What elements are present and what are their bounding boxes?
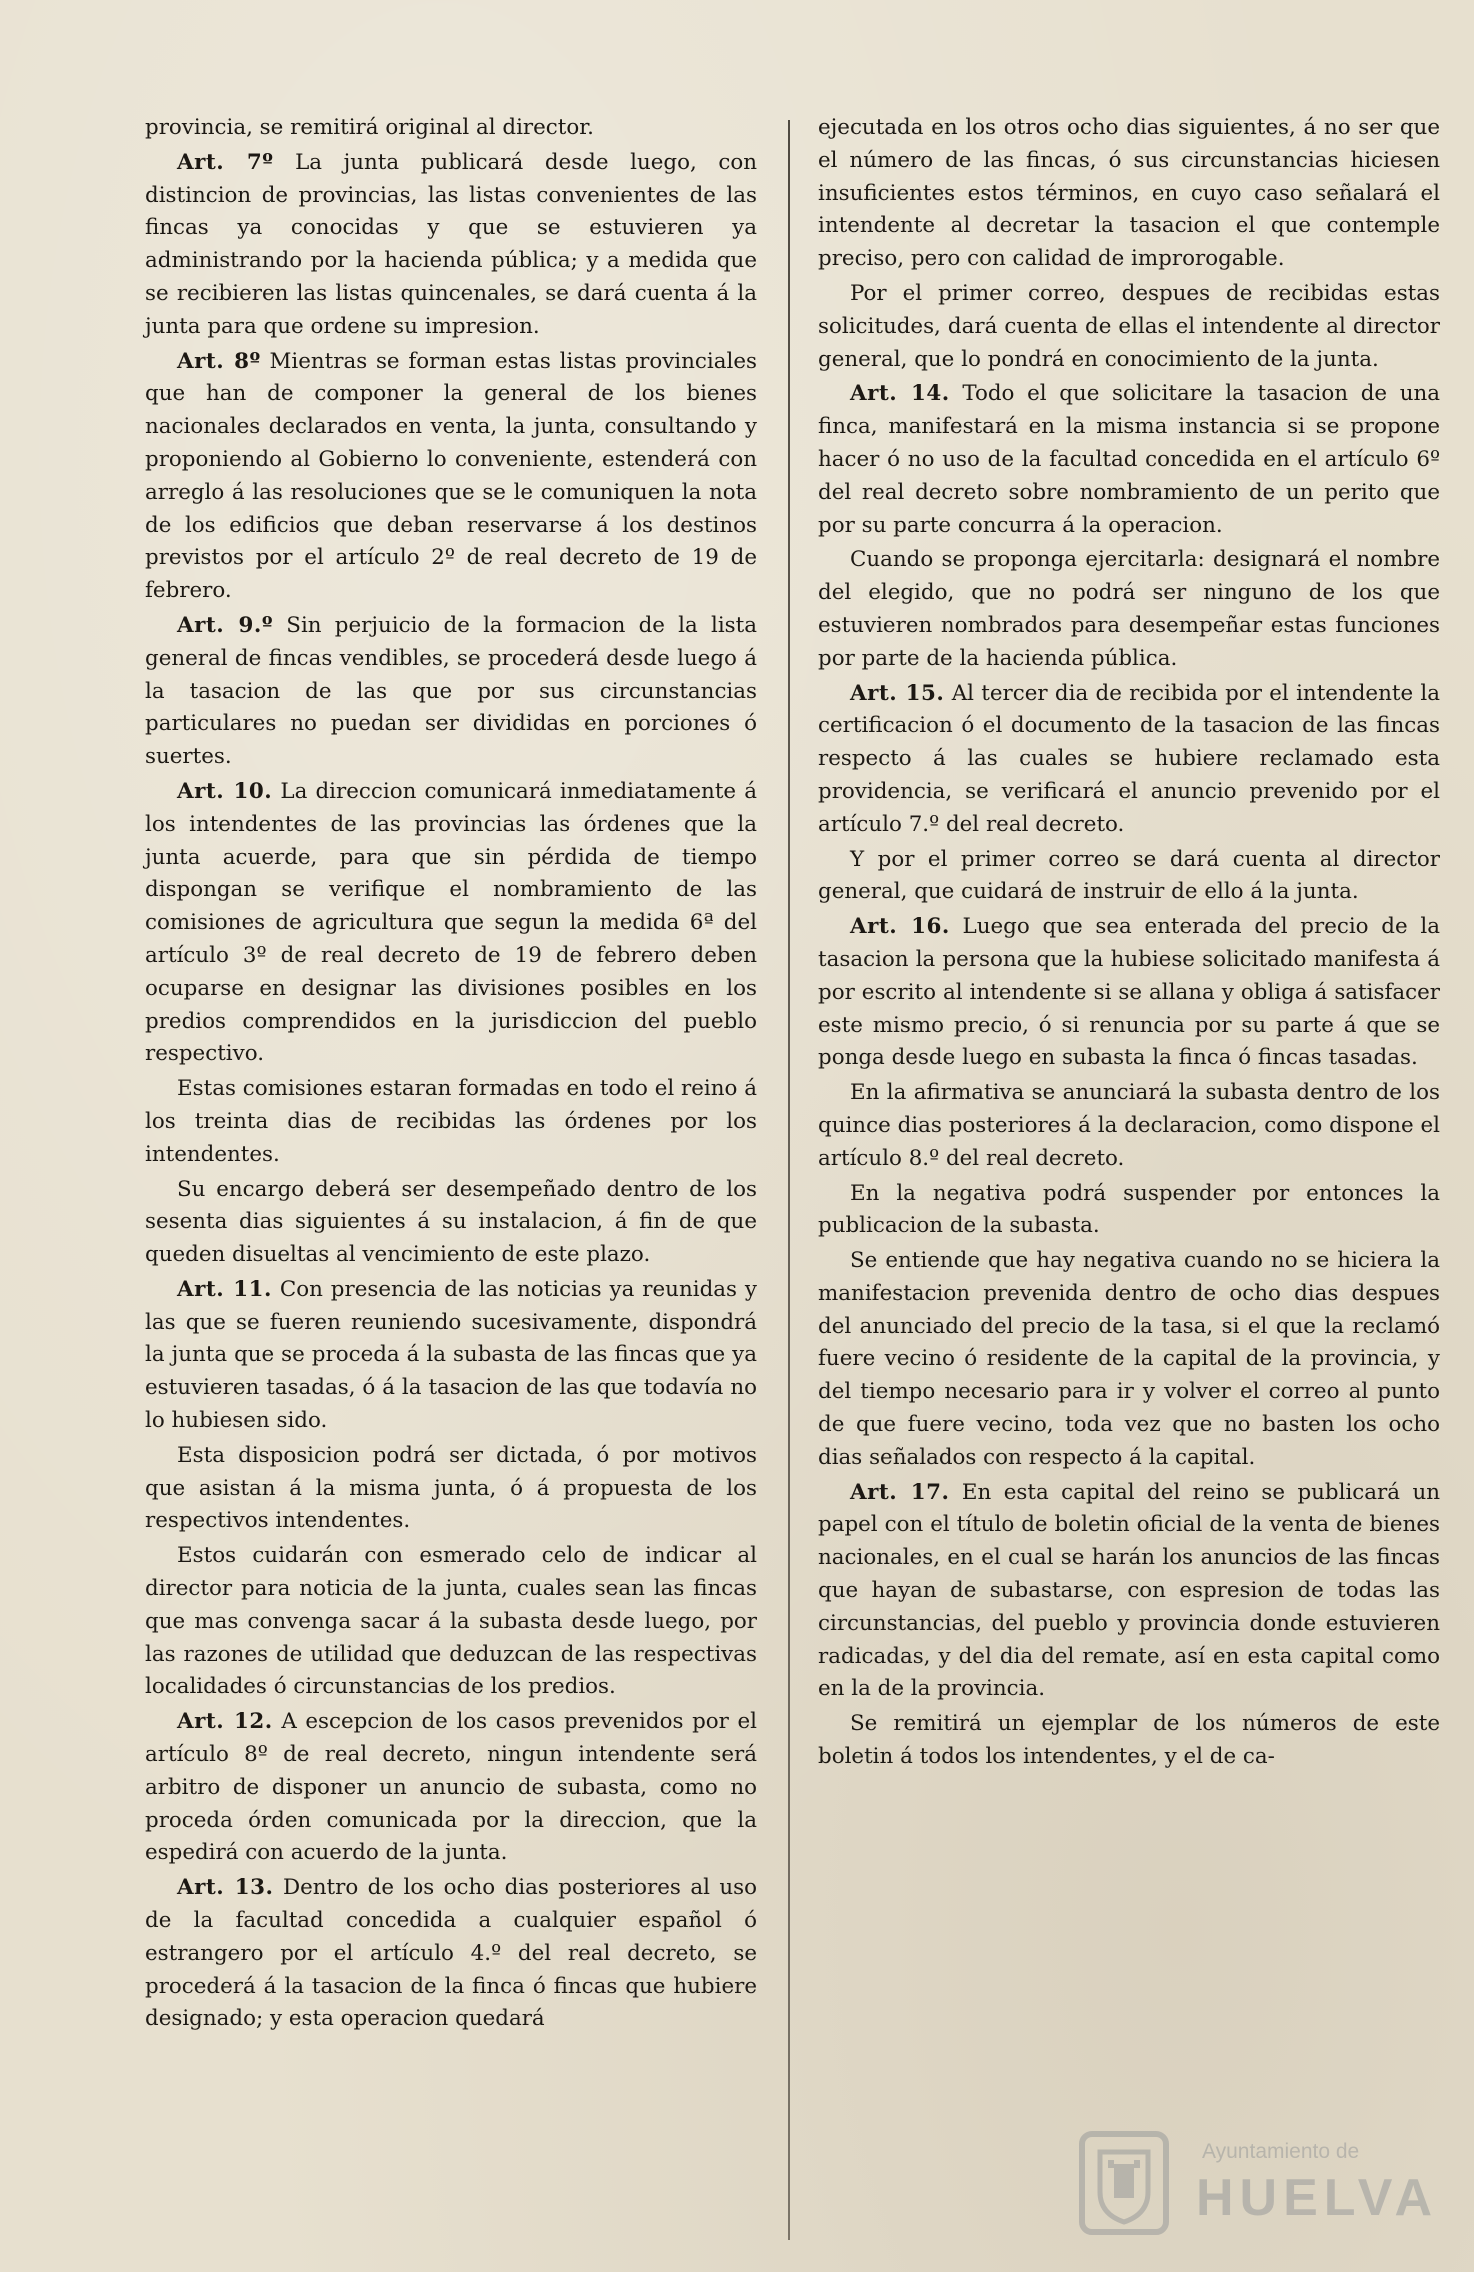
article-label: Art. 11.	[177, 1276, 272, 1302]
article-label: Art. 8º	[177, 348, 261, 374]
watermark-line1: Ayuntamiento de	[1202, 2140, 1360, 2163]
paragraph	[145, 1540, 757, 1704]
paragraph	[818, 112, 1440, 276]
paragraph-text: Sin perjuicio de la formacion de la lista general de fincas vendibles, se procederá desde luego á la tasacion de las que por sus circunstancias particulares no puedan ser divididas en porciones ó suertes.	[145, 612, 757, 770]
left-column	[145, 112, 757, 2038]
paragraph	[145, 1274, 757, 1438]
paragraph-text: Mientras se forman estas listas provinciales que han de componer la general de los bienes nacionales declarados en venta, la junta, consultando y proponiendo al Gobierno lo conveniente, estenderá con arreglo á las resoluciones que se le comuniquen la nota de los edificios que deban reservarse á los destinos previstos por el artículo 2º de real decreto de 19 de febrero.	[145, 348, 757, 604]
paragraph-text: A escepcion de los casos prevenidos por el artículo 8º de real decreto, ningun intendente será arbitro de disponer un anuncio de subasta, como no proceda órden comunicada por la direccion, que la espedirá con acuerdo de la junta.	[145, 1709, 757, 1866]
paragraph-text: Y por el primer correo se dará cuenta al director general, que cuidará de instruir de ello á la junta.	[818, 846, 1440, 905]
paragraph	[818, 278, 1440, 376]
paragraph-text: En esta capital del reino se publicará un papel con el título de boletin oficial de la venta de bienes nacionales, en el cual se harán los anuncios de las fincas que hayan de subastarse, con espresion de todas las circunstancias, del pueblo y provincia donde estuvieren radicadas, y del dia del remate, así en esta capital como en la de la provincia.	[818, 1479, 1440, 1702]
paragraph	[145, 112, 757, 145]
paragraph	[818, 544, 1440, 675]
paragraph-text: ejecutada en los otros ocho dias siguientes, á no ser que el número de las fincas, ó sus circunstancias hiciesen insuficientes estos términos, en cuyo caso señalará el intendente al decretar la tasacion el que contemple preciso, pero con calidad de improrogable.	[818, 115, 1440, 272]
watermark	[1078, 2130, 1439, 2240]
coat-of-arms-icon	[1078, 2130, 1170, 2236]
paragraph-text: Dentro de los ocho dias posteriores al uso de la facultad concedida a cualquier español ó estrangero por el artículo 4.º del real decreto, se procederá á la tasacion de la finca ó fincas que hubiere designado; y esta operacion quedará	[145, 1875, 757, 2032]
paragraph	[818, 1178, 1440, 1244]
article-label: Art. 17.	[850, 1479, 950, 1505]
paragraph-text: Luego que sea enterada del precio de la tasacion la persona que la hubiese solicitado manifesta á por escrito al intendente si se allana y obliga á satisfacer este mismo precio, ó si renuncia por su parte á que se ponga desde luego en subasta la finca ó fincas tasadas.	[818, 914, 1440, 1071]
paragraph-text: Se entiende que hay negativa cuando no se hiciera la manifestacion prevenida dentro de ocho dias despues del anunciado del precio de la tasa, si el que la reclamó fuere vecino ó residente de la capital de la provincia, y del tiempo necesario para ir y volver el correo al punto de que fuere vecino, toda vez que no basten los ocho dias señalados con respecto á la capital.	[818, 1248, 1440, 1470]
right-column	[818, 112, 1440, 1776]
paragraph-text: Estos cuidarán con esmerado celo de indicar al director para noticia de la junta, cuales sean las fincas que mas convenga sacar á la subasta desde luego, por las razones de utilidad que deduzcan de las respectivas localidades ó circunstancias de los predios.	[145, 1543, 757, 1700]
paragraph	[145, 610, 757, 774]
article-label: Art. 13.	[177, 1875, 274, 1901]
paragraph	[145, 1872, 757, 2036]
article-label: Art. 14.	[850, 381, 950, 407]
paragraph-text: provincia, se remitirá original al director.	[145, 115, 594, 140]
article-label: Art. 12.	[177, 1709, 273, 1735]
article-label: Art. 7º	[177, 149, 274, 175]
paragraph-text: Por el primer correo, despues de recibidas estas solicitudes, dará cuenta de ellas el intendente al director general, que lo pondrá en conocimiento de la junta.	[818, 280, 1440, 372]
paragraph	[818, 378, 1440, 542]
paragraph	[145, 1706, 757, 1870]
paragraph-text: Al tercer dia de recibida por el intendente la certificacion ó el documento de la tasacion de las fincas respecto á las cuales se hubiere reclamado esta providencia, se verificará el anuncio prevenido por el artículo 7.º del real decreto.	[818, 680, 1441, 837]
paragraph	[818, 911, 1440, 1075]
paragraph-text: Su encargo deberá ser desempeñado dentro de los sesenta dias siguientes á su instalacion, á fin de que queden disueltas al vencimiento de este plazo.	[145, 1176, 757, 1268]
paragraph	[145, 1174, 757, 1272]
paragraph	[145, 147, 757, 344]
paragraph	[818, 1708, 1440, 1774]
column-divider	[788, 120, 790, 2240]
article-label: Art. 15.	[850, 680, 945, 706]
paragraph	[818, 1245, 1440, 1475]
paragraph-text: Todo el que solicitare la tasacion de una finca, manifestará en la misma instancia si se propone hacer ó no uso de la facultad concedida en el artículo 6º del real decreto sobre nombramiento de un perito que por su parte concurra á la operacion.	[818, 381, 1440, 538]
paragraph	[145, 1440, 757, 1538]
paragraph-text: Esta disposicion podrá ser dictada, ó por motivos que asistan á la misma junta, ó á propuesta de los respectivos intendentes.	[145, 1442, 757, 1534]
paragraph-text: La direccion comunicará inmediatamente á los intendentes de las provincias las órdenes que la junta acuerde, para que sin pérdida de tiempo dispongan se verifique el nombramiento de las comisiones de agricultura que segun la medida 6ª del artículo 3º de real decreto de 19 de febrero deben ocuparse en designar las divisiones posibles en los predios comprendidos en la jurisdiccion del pueblo respectivo.	[145, 778, 757, 1067]
watermark-line2: HUELVA	[1196, 2169, 1439, 2227]
paragraph-text: En la afirmativa se anunciará la subasta dentro de los quince dias posteriores á la declaracion, como dispone el artículo 8.º del real decreto.	[818, 1080, 1440, 1171]
paragraph-text: Se remitirá un ejemplar de los números de este boletin á todos los intendentes, y el de ca-	[818, 1711, 1440, 1770]
article-label: Art. 16.	[850, 914, 950, 940]
paragraph	[818, 678, 1440, 842]
article-label: Art. 10.	[177, 778, 273, 804]
paragraph	[818, 844, 1440, 910]
paragraph	[145, 1073, 757, 1171]
paragraph	[818, 1077, 1440, 1175]
article-label: Art. 9.º	[177, 612, 274, 638]
paragraph	[145, 346, 757, 608]
paragraph-text: Estas comisiones estaran formadas en todo el reino á los treinta dias de recibidas las órdenes por los intendentes.	[145, 1076, 757, 1167]
paragraph-text: Con presencia de las noticias ya reunidas y las que se fueren reuniendo sucesivamente, dispondrá la junta que se proceda á la subasta de las fincas que ya estuvieren tasadas, ó á la tasacion de las que todavía no lo hubiesen sido.	[145, 1276, 757, 1434]
paragraph-text: La junta publicará desde luego, con distincion de provincias, las listas convenientes de las fincas ya conocidas y que se estuvieren ya administrando por la hacienda pública; y a medida que se recibieren las listas quincenales, se dará cuenta á la junta para que ordene su impresion.	[145, 149, 757, 339]
paragraph	[145, 776, 757, 1071]
paragraph-text: En la negativa podrá suspender por entonces la publicacion de la subasta.	[818, 1180, 1440, 1239]
paragraph	[818, 1477, 1440, 1707]
paragraph-text: Cuando se proponga ejercitarla: designará el nombre del elegido, que no podrá ser ninguno de los que estuvieren nombrados para desempeñar estas funciones por parte de la hacienda pública.	[818, 547, 1440, 671]
